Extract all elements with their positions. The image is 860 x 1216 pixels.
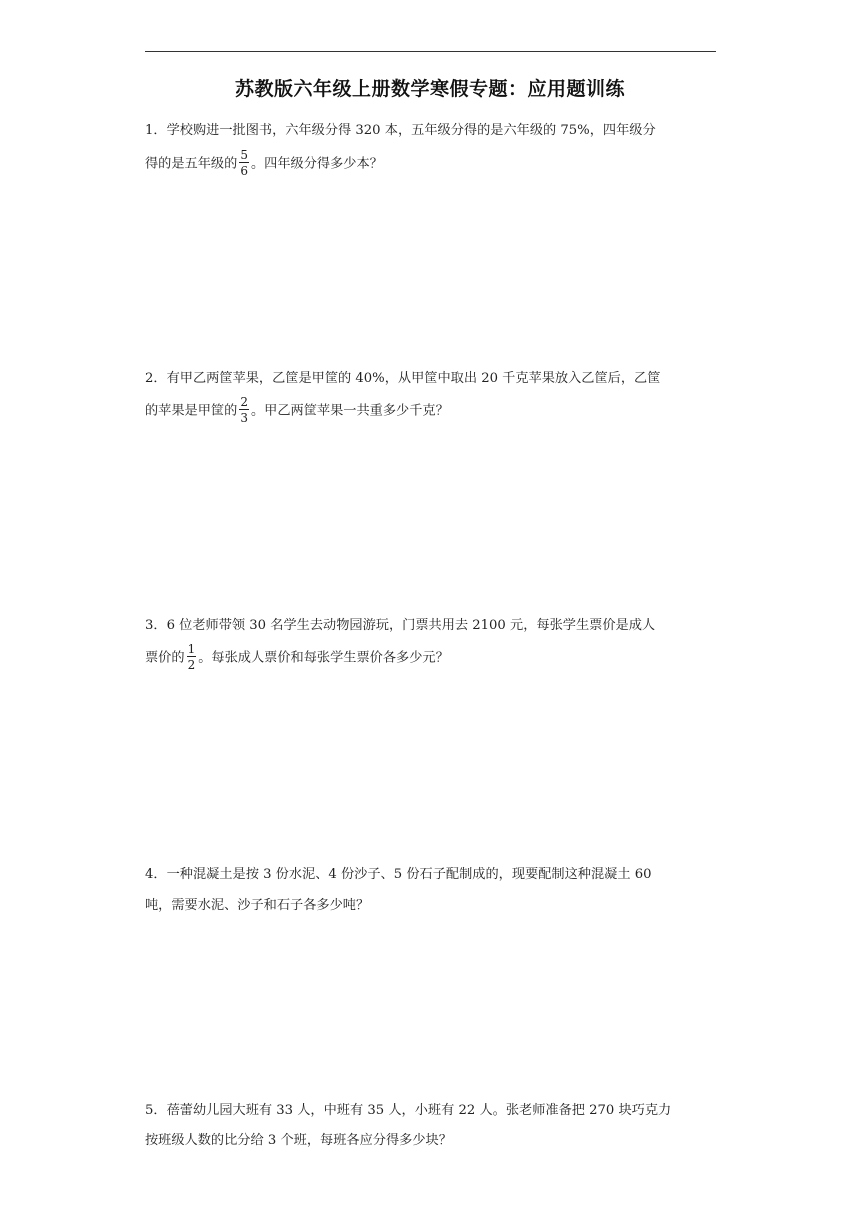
fraction-denominator: 6 — [240, 164, 248, 178]
question-1-fraction — [239, 149, 249, 177]
question-3-line-1: 3．6 位老师带领 30 名学生去动物园游玩，门票共用去 2100 元，每张学生票价是成人 — [145, 618, 656, 633]
question-3-line-2 — [145, 644, 449, 672]
question-4-line-1: 4．一种混凝土是按 3 份水泥、4 份沙子、5 份石子配制成的，现要配制这种混凝土 60 — [145, 867, 652, 882]
question-2-text-after: 。甲乙两筐苹果一共重多少千克？ — [250, 403, 449, 419]
question-2-line-2 — [145, 397, 449, 425]
question-5-line-1: 5．蓓蕾幼儿园大班有 33 人，中班有 35 人，小班有 22 人。张老师准备把 270 块巧克力 — [145, 1103, 672, 1118]
question-1-line-2 — [145, 150, 383, 178]
question-2-line-1: 2．有甲乙两筐苹果，乙筐是甲筐的 40%，从甲筐中取出 20 千克苹果放入乙筐后，乙筐 — [145, 371, 661, 386]
question-3-fraction — [187, 643, 197, 671]
question-1-text-before: 得的是五年级的 — [145, 156, 238, 172]
fraction-numerator: 2 — [240, 395, 248, 409]
fraction-denominator: 3 — [240, 411, 248, 425]
fraction-numerator: 1 — [187, 642, 196, 656]
question-1-text-after: 。四年级分得多少本？ — [250, 156, 383, 172]
header-rule — [145, 51, 716, 52]
fraction-numerator: 5 — [240, 148, 248, 162]
question-5-line-2: 按班级人数的比分给 3 个班，每班各应分得多少块？ — [145, 1133, 452, 1148]
page-title: 苏教版六年级上册数学寒假专题：应用题训练 — [234, 78, 625, 100]
question-1-line-1: 1．学校购进一批图书，六年级分得 320 本，五年级分得的是六年级的 75%，四年级分 — [145, 123, 656, 138]
question-2-fraction — [239, 396, 249, 424]
fraction-denominator: 2 — [187, 658, 196, 672]
question-4-line-2: 吨，需要水泥、沙子和石子各多少吨？ — [145, 898, 370, 913]
question-3-text-before: 票价的 — [145, 650, 185, 666]
question-2-text-before: 的苹果是甲筐的 — [145, 403, 238, 419]
question-3-text-after: 。每张成人票价和每张学生票价各多少元？ — [198, 650, 449, 666]
